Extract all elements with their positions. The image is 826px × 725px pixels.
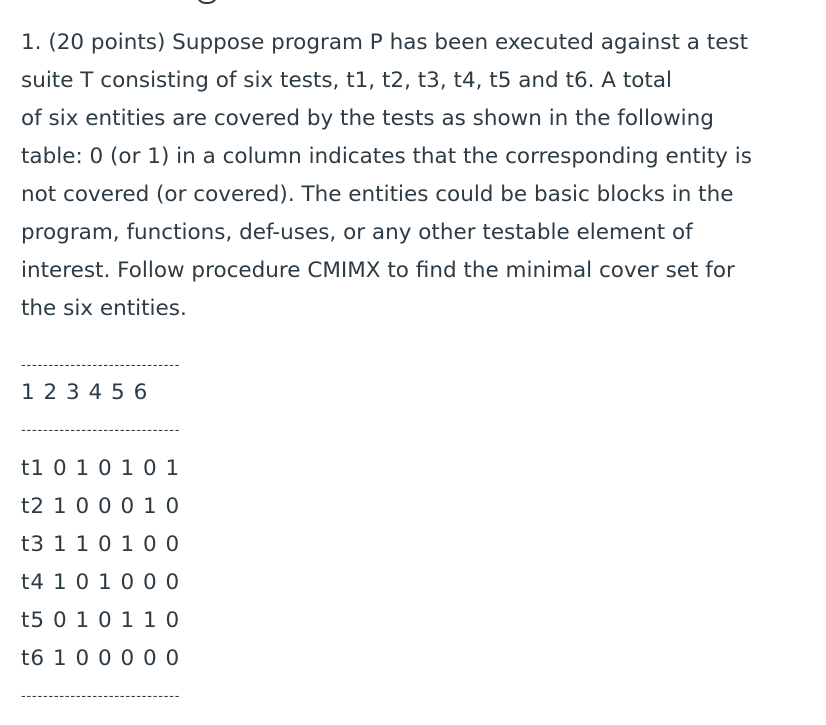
- question-line: the six entities.: [21, 296, 187, 321]
- table-row: t4 1 0 1 0 0 0: [21, 570, 181, 595]
- question-line: of six entities are covered by the tests as shown in the following: [21, 106, 714, 131]
- question-line: interest. Follow procedure CMIMX to find the minimal cover set for: [21, 258, 735, 283]
- table-header-row: 1 2 3 4 5 6: [21, 380, 149, 405]
- question-block: [21, 24, 811, 716]
- table-separator-top: -----------------------------: [21, 358, 181, 373]
- question-text: [21, 24, 811, 328]
- table-separator-header: -----------------------------: [21, 423, 181, 438]
- question-line: program, functions, def-uses, or any other testable element of: [21, 220, 693, 245]
- table-row: t3 1 1 0 1 0 0: [21, 532, 181, 557]
- question-line: table: 0 (or 1) in a column indicates that the corresponding entity is: [21, 144, 752, 169]
- coverage-table: [21, 358, 811, 716]
- table-row: t5 0 1 0 1 1 0: [21, 608, 181, 633]
- clipped-glyph-fragment: [196, 0, 218, 4]
- table-row: t1 0 1 0 1 0 1: [21, 456, 181, 481]
- table-separator-bottom: -----------------------------: [21, 689, 181, 704]
- question-line: 1. (20 points) Suppose program P has been executed against a test: [21, 30, 749, 55]
- question-line: not covered (or covered). The entities could be basic blocks in the: [21, 182, 734, 207]
- table-row: t6 1 0 0 0 0 0: [21, 646, 181, 671]
- question-line: suite T consisting of six tests, t1, t2, t3, t4, t5 and t6. A total: [21, 68, 673, 93]
- table-row: t2 1 0 0 0 1 0: [21, 494, 181, 519]
